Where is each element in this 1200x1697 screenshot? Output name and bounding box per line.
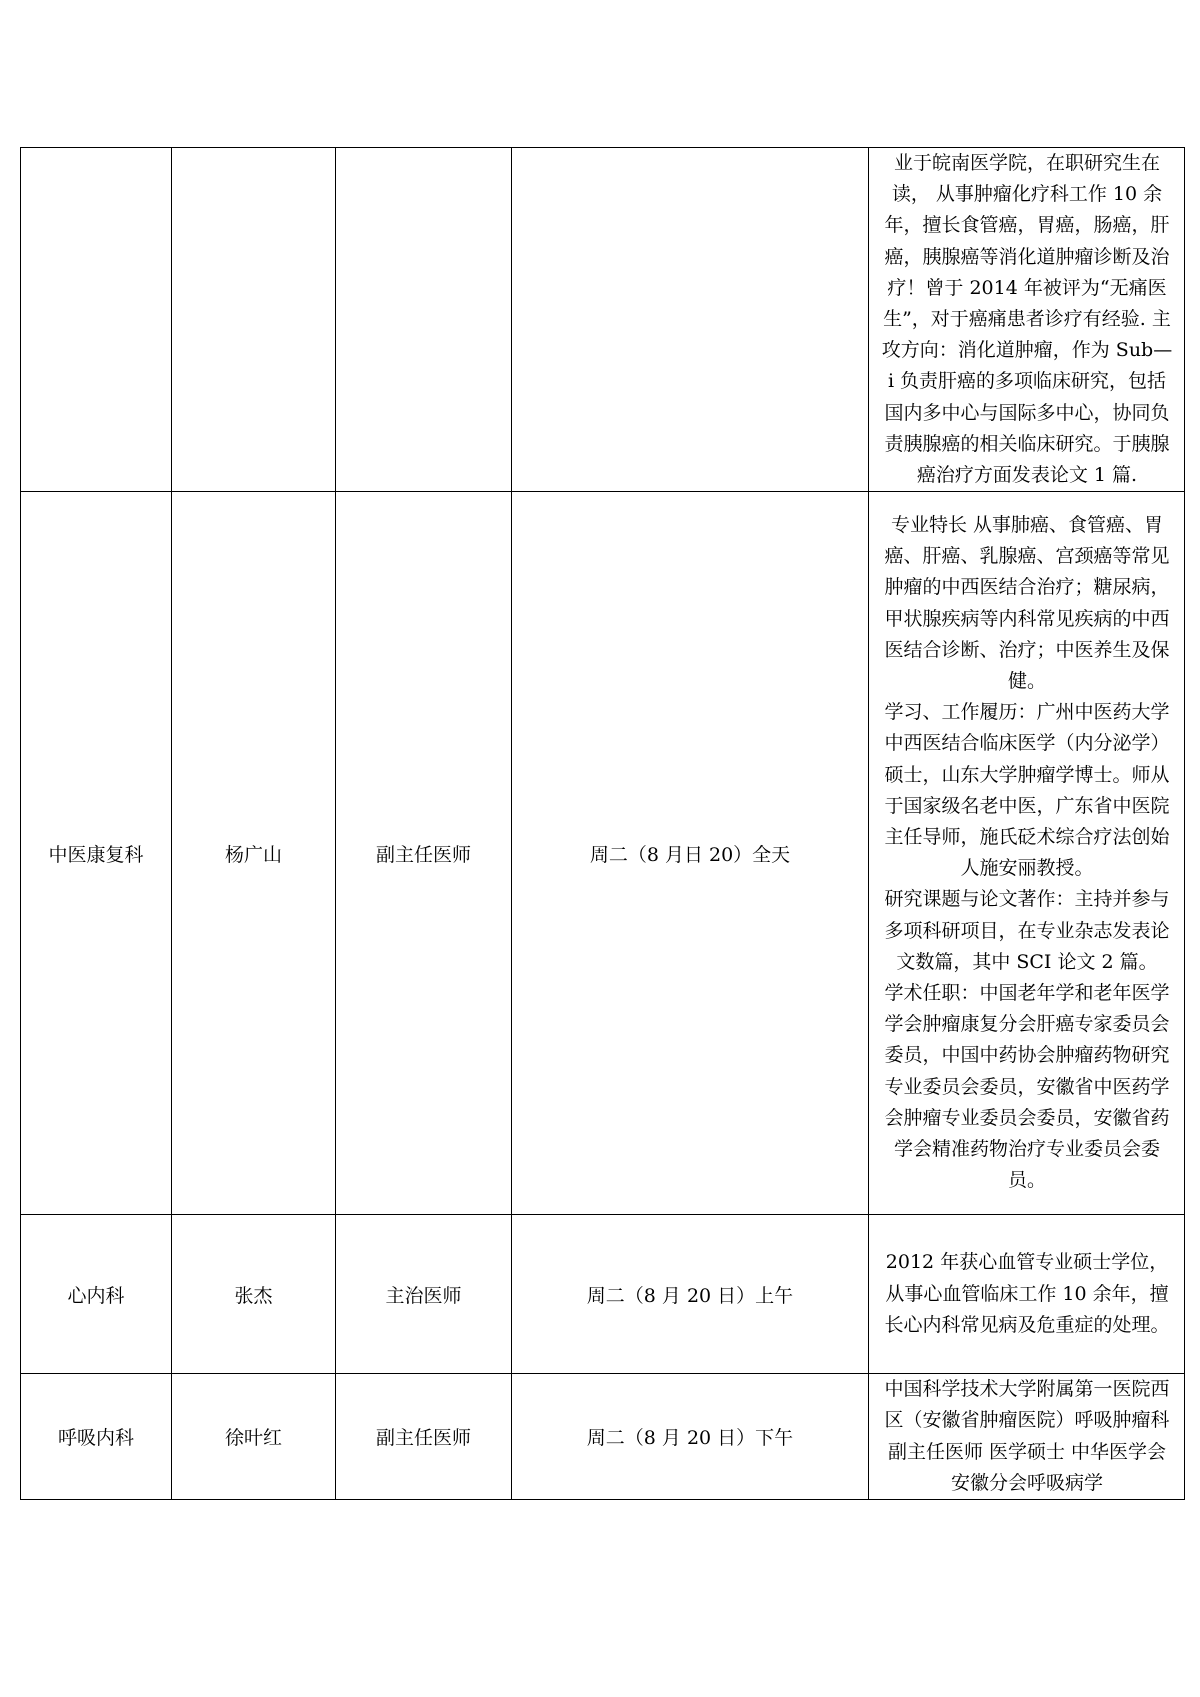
doctor-title-cell: 主治医师: [336, 1215, 512, 1374]
department-cell: [21, 148, 172, 492]
doctor-bio-cell: [869, 1374, 1185, 1500]
department-cell: 呼吸内科: [21, 1374, 172, 1500]
bio-paragraph: 学习、工作履历：广州中医药大学中西医结合临床医学（内分泌学）硕士，山东大学肿瘤学博士。师从于国家级名老中医，广东省中医院主任导师，施氏砭术综合疗法创始人施安丽教授。: [884, 701, 1170, 880]
doctor-name-cell: 张杰: [172, 1215, 336, 1374]
doctor-title-cell: [336, 148, 512, 492]
bio-paragraph: 2012 年获心血管专业硕士学位，从事心血管临床工作 10 余年，擅长心内科常见病及危重症的处理。: [884, 1251, 1170, 1336]
table-row: [21, 492, 1185, 1215]
bio-paragraph: 学术任职：中国老年学和老年医学学会肿瘤康复分会肝癌专家委员会委员，中国中药协会肿瘤药物研究专业委员会委员，安徽省中医药学会肿瘤专业委员会委员，安徽省药学会精准药物治疗专业委员会委员。: [884, 982, 1170, 1192]
doctor-bio-cell: [869, 492, 1185, 1215]
doctor-schedule-table: [20, 147, 1185, 1500]
schedule-cell: 周二（8 月 20 日）上午: [512, 1215, 869, 1374]
department-cell: 中医康复科: [21, 492, 172, 1215]
doctor-name-cell: [172, 148, 336, 492]
schedule-cell: 周二（8 月日 20）全天: [512, 492, 869, 1215]
schedule-cell: [512, 148, 869, 492]
bio-paragraph: 专业特长 从事肺癌、食管癌、胃癌、肝癌、乳腺癌、宫颈癌等常见肿瘤的中西医结合治疗；糖尿病，甲状腺疾病等内科常见疾病的中西医结合诊断、治疗；中医养生及保健。: [884, 514, 1170, 693]
table-row: [21, 1215, 1185, 1374]
bio-paragraph: 业于皖南医学院，在职研究生在读， 从事肿瘤化疗科工作 10 余年，擅长食管癌，胃癌，肠癌，肝癌，胰腺癌等消化道肿瘤诊断及治疗！曾于 2014 年被评为“无痛医生”，对于癌痛患者诊疗有经验. 主攻方向：消化道肿瘤，作为 Sub—i 负责肝癌的多项临床研究，包括国内多中心与国际多中心，协同负责胰腺癌的相关临床研究。于胰腺癌治疗方面发表论文 1 篇.: [881, 152, 1173, 487]
table-row: [21, 148, 1185, 492]
bio-paragraph: 研究课题与论文著作：主持并参与多项科研项目，在专业杂志发表论文数篇，其中 SCI 论文 2 篇。: [884, 888, 1170, 973]
schedule-cell: 周二（8 月 20 日）下午: [512, 1374, 869, 1500]
bio-paragraph: 中国科学技术大学附属第一医院西区（安徽省肿瘤医院）呼吸肿瘤科 副主任医师 医学硕士 中华医学会安徽分会呼吸病学: [884, 1378, 1170, 1494]
doctor-name-cell: 徐叶红: [172, 1374, 336, 1500]
table-row: [21, 1374, 1185, 1500]
doctor-title-cell: 副主任医师: [336, 1374, 512, 1500]
doctor-bio-cell: [869, 1215, 1185, 1374]
doctor-bio-cell: [869, 148, 1185, 492]
doctor-name-cell: 杨广山: [172, 492, 336, 1215]
doctor-title-cell: 副主任医师: [336, 492, 512, 1215]
department-cell: 心内科: [21, 1215, 172, 1374]
